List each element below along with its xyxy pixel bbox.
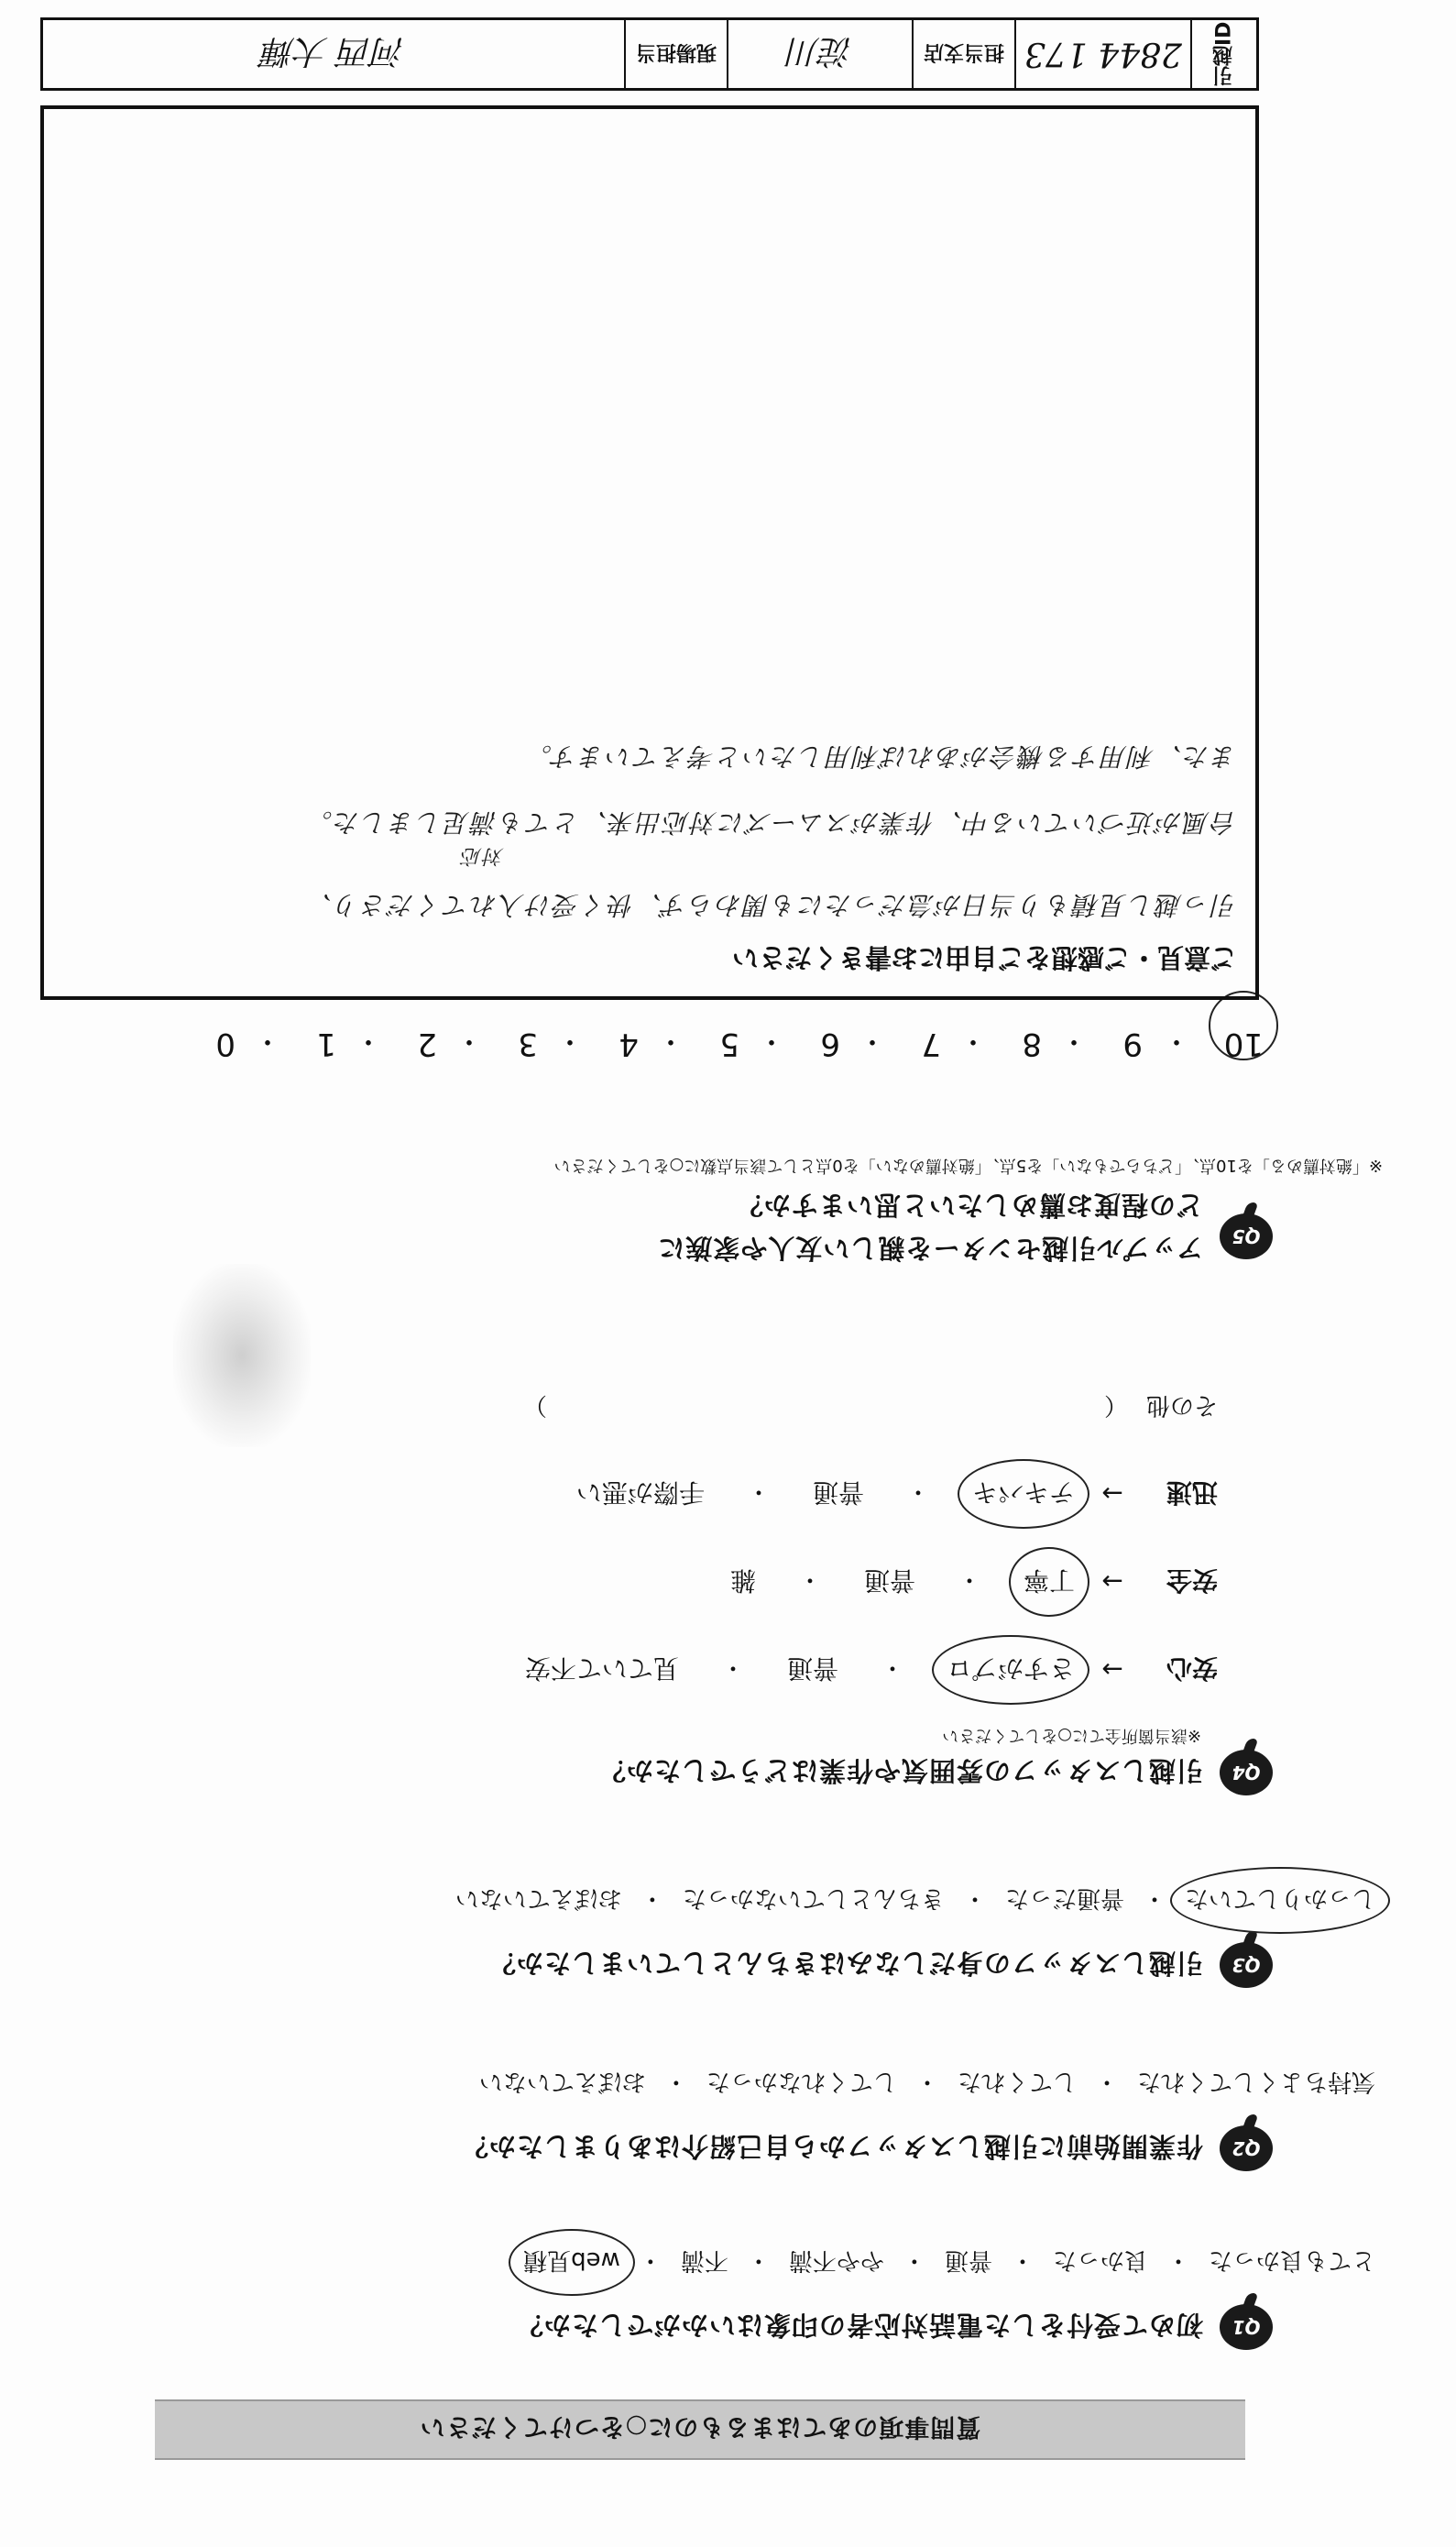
question-3 xyxy=(146,1880,1375,1993)
q4-note: ※該当箇所全てに○をしてください xyxy=(942,1726,1201,1745)
comment-line: 台風が近づいている中、作業がスムーズに対応出来、とても満足しました。 xyxy=(304,807,1237,838)
q5-score[interactable]: 1 xyxy=(316,1026,336,1062)
q4-option-selected[interactable]: テキパキ xyxy=(967,1472,1080,1516)
footer-value-id: 2844 173 xyxy=(1014,20,1190,88)
arrow-right-icon: → xyxy=(1101,1654,1123,1685)
q4-other-open-paren: （ xyxy=(1103,1391,1128,1419)
q3-title: 引越しスタッフの身だしなみはきちんとしていましたか？ xyxy=(487,1948,1203,1980)
q1-options: とても良かった ・ 良かった ・ 普通 ・ やや不満 ・ 不満 ・ web見積 xyxy=(146,2242,1381,2283)
q4-option-selected[interactable]: 丁寧 xyxy=(1018,1560,1080,1604)
q5-title-line2: どの程度お薦めしたいと思いますか？ xyxy=(735,1190,1203,1221)
question-2 xyxy=(146,2063,1375,2176)
q4-row-label: 安全 xyxy=(1166,1565,1218,1596)
q5-score[interactable]: 7 xyxy=(921,1026,941,1062)
footer-label-staff: 現場担当 xyxy=(624,20,727,88)
q5-selected-circle xyxy=(1209,991,1278,1060)
arrow-right-icon: → xyxy=(1101,1566,1123,1597)
q2-option[interactable]: おぼえていない xyxy=(478,2068,646,2095)
q4-other-close-paren: ） xyxy=(522,1391,547,1419)
footer-value-staff: 河西 大輝 xyxy=(262,32,405,71)
q1-option[interactable]: とても良かった xyxy=(1208,2246,1375,2274)
comment-line: また、利用する機会があれば利用したいと考えています。 xyxy=(524,741,1237,772)
footer-label-id: 引越ID xyxy=(1190,20,1256,88)
q5-score[interactable]: 5 xyxy=(719,1026,739,1062)
q2-title: 作業開始前に引越しスタッフから自己紹介はありましたか？ xyxy=(460,2131,1203,2163)
instruction-band: 質問事項のあてはまるものに○をつけてください xyxy=(155,2399,1245,2460)
footer-value-branch: 淀川 xyxy=(727,20,912,88)
q2-option[interactable]: してくれなかった xyxy=(706,2068,897,2095)
q5-title-line1: アップル引越センターを親しい友人や家族に xyxy=(657,1233,1203,1264)
q4-title: 引越しスタッフの雰囲気や作業はどうでしたか？ xyxy=(597,1755,1203,1787)
question-4 xyxy=(146,1390,1273,1800)
question-5 xyxy=(146,1155,1383,1268)
q5-score[interactable]: 6 xyxy=(820,1026,840,1062)
comment-line: 引っ越し見積もり当日が急だったにも関わらず、快く受け入れてくださり、 xyxy=(304,890,1237,920)
q2-options: 気持ちよくしてくれた ・ してくれた ・ してくれなかった ・ おぼえていない xyxy=(146,2063,1381,2104)
q4-row-label: 安心 xyxy=(1166,1653,1218,1684)
q4-option[interactable]: 普通 xyxy=(786,1653,838,1684)
comment-inserted-note: 対応 xyxy=(459,844,504,867)
q4-option[interactable]: 普通 xyxy=(863,1565,915,1596)
q4-option[interactable]: 普通 xyxy=(812,1477,864,1508)
q4-row-anshin: 安心 → さすがプロ ・ 普通 ・ 見ていて不安 xyxy=(146,1648,1218,1692)
q5-score[interactable]: 0 xyxy=(215,1026,235,1062)
q5-badge: Q5 xyxy=(1220,1213,1273,1259)
q4-row-label: 迅速 xyxy=(1166,1477,1218,1508)
q2-option-selected[interactable]: 気持ちよくしてくれた xyxy=(1136,2068,1375,2095)
q3-option-selected[interactable]: しっかりしていた xyxy=(1179,1880,1381,1921)
q4-option[interactable]: 手際が悪い xyxy=(575,1477,705,1508)
q4-row-anzen: 安全 → 丁寧 ・ 普通 ・ 雑 xyxy=(146,1560,1218,1604)
q4-option[interactable]: 見ていて不安 xyxy=(524,1653,679,1684)
comment-box[interactable] xyxy=(40,105,1259,1000)
q1-option[interactable]: 不満 xyxy=(680,2246,728,2274)
q5-score[interactable]: 8 xyxy=(1022,1026,1042,1062)
q3-option[interactable]: おぼえていない xyxy=(454,1884,622,1912)
comment-title: ご意見・ご感想をご自由にお書きください xyxy=(731,942,1237,973)
q1-option-selected[interactable]: web見積 xyxy=(518,2242,626,2283)
q1-title: 初めて受付をした電話対応者の印象はいかがでしたか？ xyxy=(515,2310,1203,2342)
question-1 xyxy=(146,2242,1375,2355)
q5-score[interactable]: 4 xyxy=(619,1026,639,1062)
q5-score[interactable]: 9 xyxy=(1122,1026,1143,1062)
q4-other-label: その他 xyxy=(1145,1391,1218,1419)
q5-score[interactable]: 3 xyxy=(518,1026,538,1062)
q4-badge: Q4 xyxy=(1220,1750,1273,1795)
q5-score[interactable]: 2 xyxy=(417,1026,437,1062)
q1-option[interactable]: 良かった xyxy=(1052,2246,1148,2274)
arrow-right-icon: → xyxy=(1101,1478,1123,1510)
scan-smudge xyxy=(173,1264,311,1447)
footer-label-branch: 担当支店 xyxy=(912,20,1014,88)
q1-badge: Q1 xyxy=(1220,2304,1273,2350)
q2-badge: Q2 xyxy=(1220,2125,1273,2171)
q3-option[interactable]: きちんとしていなかった xyxy=(682,1884,945,1912)
q4-option-selected[interactable]: さすがプロ xyxy=(941,1648,1080,1692)
q3-badge: Q3 xyxy=(1220,1942,1273,1988)
q3-option[interactable]: 普通だった xyxy=(1004,1884,1124,1912)
q5-note: ※「絶対薦める」を10点、「どちらでもない」を5点、「絶対薦めない」を0点として該当点数に○をしてください xyxy=(553,1156,1383,1175)
survey-page: 質問事項のあてはまるものに○をつけてください Q1 初めて受付をした電話対応者の印象はいかがでしたか？ とても良かった ・ 良かった ・ 普通 ・ やや不満 ・ 不満 ・ web見積 Q2 作業開始前に引越しスタッフから自己紹介はありましたか？ 気持ちよくしてくれた ・ してくれた ・ してくれなかった ・ おぼえていない Q3 引越しスタッフの身だしなみはきちんとしていましたか？ しっかりしていた ・ 普通だった ・ きちんとしていなかった ・ おぼえていない Q4 引越しスタッフの雰囲気や作業はどうでしたか？ ※該当箇所全てに○をしてください 安心 → さすがプロ ・ 普通 ・ 見ていて不安 安全 → 丁寧 ・ 普通 ・ 雑 迅速 → テキパキ ・ 普通 ・ 手際が悪い その他 （ ） Q5 アップル引越センターを親しい友人や家族に どの程度お薦めしたいと思いますか？ ※「絶対薦める」を10点、「どちらでもない」を5点、「絶対薦めない」を0点として該当点数に○をしてください 10 ・ 9 ・ 8 ・ 7 ・ 6 ・ 5 ・ 4 ・ 3 ・ 2 ・ 1 ・ 0 ご意見・ご感想をご自由にお書きください 引っ越し見積もり当日が急だったにも関わらず、快く受け入れてくださり、 対応 台風が近づいている中、作業がスムーズに対応出来、とても満足しました。 また、利用する機会があれば利用したいと考えています。 引越ID 2844 173 担当支店 淀川 現場担当 河西 大輝 xyxy=(0,0,1456,2547)
q4-option[interactable]: 雑 xyxy=(729,1565,756,1596)
q1-option[interactable]: 普通 xyxy=(944,2246,992,2274)
staff-info-table xyxy=(40,17,1259,91)
q3-options: しっかりしていた ・ 普通だった ・ きちんとしていなかった ・ おぼえていない xyxy=(146,1880,1381,1921)
q5-score[interactable]: 10 xyxy=(1223,1026,1264,1062)
q1-option[interactable]: やや不満 xyxy=(788,2246,884,2274)
q4-row-jinsoku: 迅速 → テキパキ ・ 普通 ・ 手際が悪い xyxy=(146,1472,1218,1516)
q2-option[interactable]: してくれた xyxy=(957,2068,1077,2095)
